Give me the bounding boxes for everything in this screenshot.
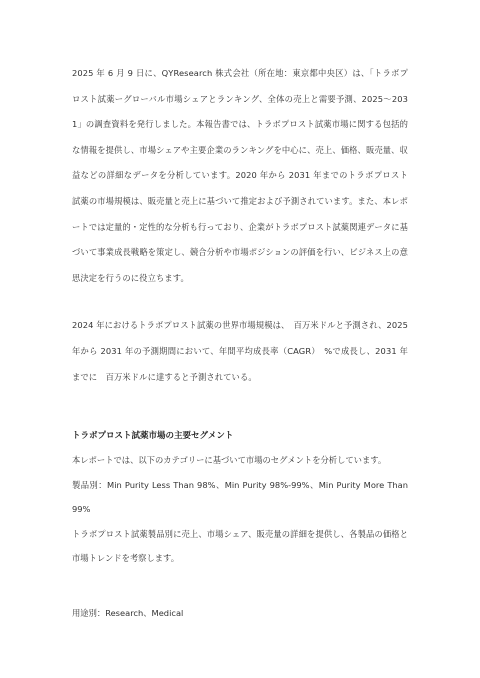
segments-usage: 用途別：Research、Medical (72, 607, 184, 618)
segments-intro: 本レポートでは、以下のカテゴリーに基づいて市場のセグメントを分析しています。 (72, 455, 387, 466)
segments-heading: トラボプロスト試薬市場の主要セグメント (72, 431, 234, 442)
segments-product: 製品別：Min Purity Less Than 98%、Min Purity 98%-99%、Min Purity More Than 99% (72, 479, 408, 515)
intro-paragraph: 2025 年 6 月 9 日に、QYResearch 株式会社（所在地：東京都中央区）は、「トラボプロスト試薬ーグローバル市場シェアとランキング、全体の売上と需要予測、2025〜2031」の調査資料を発行しました。本報告書では、トラボプロスト試薬市場に関する包括的な情報を提供し、市場シェアや主要企業のランキングを中心に、売上、価格、販売量、収益などの詳細なデータを分析しています。2020 年から 2031 年までのトラボプロスト試薬の市場規模は、販売量と売上に基づいて推定および予測されています。また、本レポートでは定量的・定性的な分析も行っており、企業がトラボプロスト試薬関連データに基づいて事業成長戦略を策定し、競合分析や市場ポジションの評価を行い、ビジネス上の意思決定を行うのに役立ちます。 (72, 68, 408, 283)
market-size-paragraph: 2024 年におけるトラボプロスト試薬の世界市場規模は、 百万米ドルと予測され、2025 年から 2031 年の予測期間において、年間平均成長率（CAGR） %で成長し、2031 年までに 百万米ドルに達すると予測されている。 (72, 320, 409, 382)
segments-product-note: トラボプロスト試薬製品別に売上、市場シェア、販売量の詳細を提供し、各製品の価格と市場トレンドを考察します。 (72, 528, 408, 564)
